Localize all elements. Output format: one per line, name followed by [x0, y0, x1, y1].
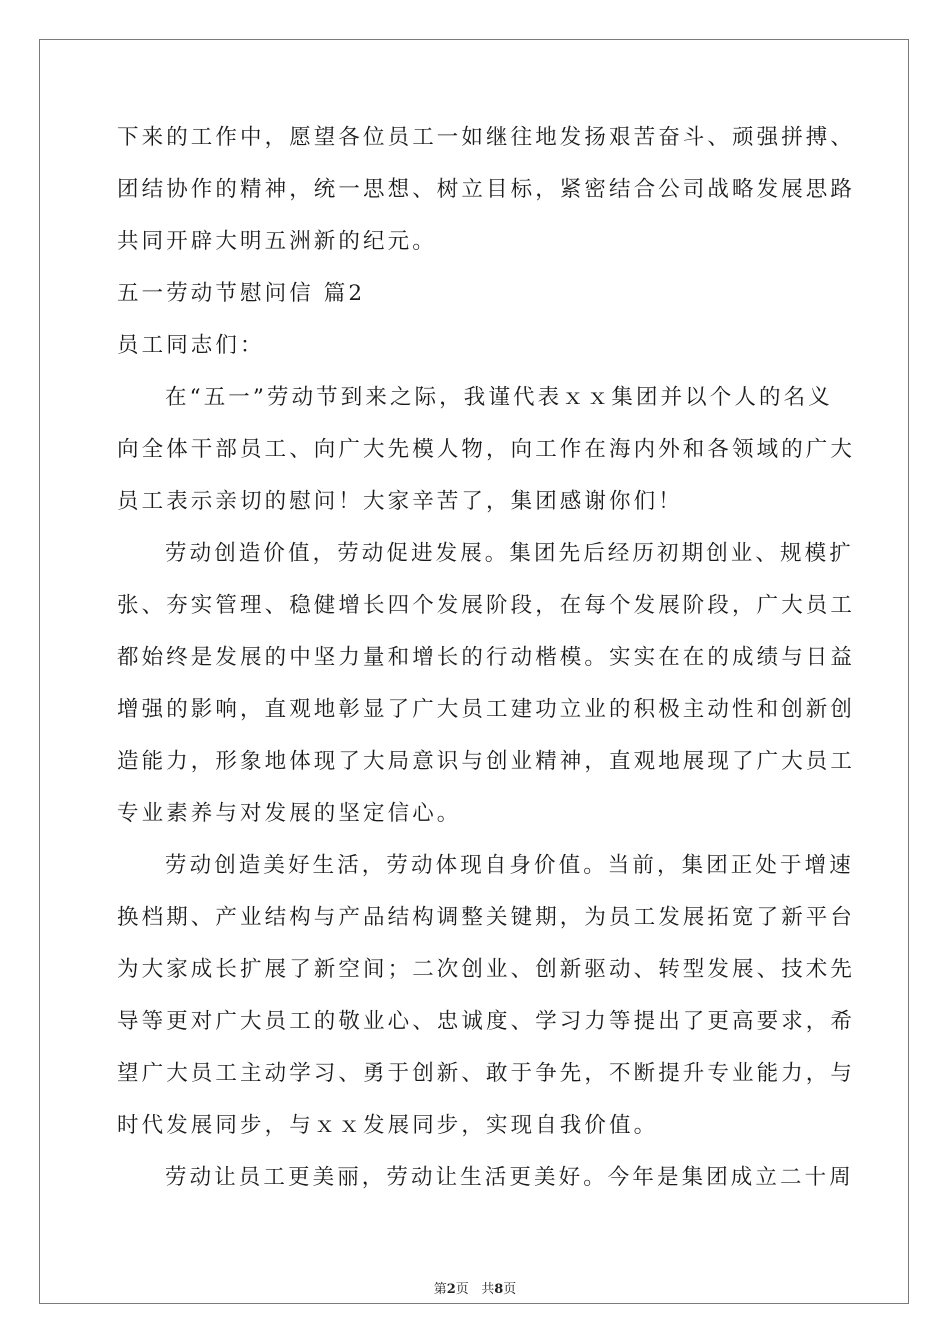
text-line: 专业素养与对发展的坚定信心。 [117, 801, 462, 826]
page-number: 2 [446, 1282, 456, 1297]
text-line: 张、夯实管理、稳健增长四个发展阶段，在每个发展阶段，广大员工 [117, 593, 856, 618]
text-line: 向全体干部员工、向广大先模人物，向工作在海内外和各领域的广大 [117, 437, 856, 462]
text-line: 团结协作的精神，统一思想、树立目标，紧密结合公司战略发展思路 [117, 177, 856, 202]
page-footer [0, 1278, 950, 1297]
total-suffix: 页 [503, 1282, 517, 1297]
text-line: 共同开辟大明五洲新的纪元。 [117, 229, 437, 254]
salutation: 员工同志们： [117, 333, 265, 358]
text-line: 员工表示亲切的慰问！大家辛苦了，集团感谢你们！ [117, 489, 683, 514]
text-line: 时代发展同步，与ｘｘ发展同步，实现自我价值。 [117, 1113, 659, 1138]
paragraph-start: 在“五一”劳动节到来之际，我谨代表ｘｘ集团并以个人的名义 [165, 385, 833, 410]
text-line: 都始终是发展的中坚力量和增长的行动楷模。实实在在的成绩与日益 [117, 645, 856, 670]
text-line: 造能力，形象地体现了大局意识与创业精神，直观地展现了广大员工 [117, 749, 856, 774]
text-line: 下来的工作中，愿望各位员工一如继往地发扬艰苦奋斗、顽强拼搏、 [117, 125, 856, 150]
section-heading: 五一劳动节慰问信 篇2 [117, 281, 366, 306]
text-line: 增强的影响，直观地彰显了广大员工建功立业的积极主动性和创新创 [117, 697, 856, 722]
paragraph-start: 劳动创造美好生活，劳动体现自身价值。当前，集团正处于增速 [165, 853, 854, 878]
text-line: 换档期、产业结构与产品结构调整关键期，为员工发展拓宽了新平台 [117, 905, 856, 930]
total-pages: 8 [494, 1282, 504, 1297]
paragraph-start: 劳动创造价值，劳动促进发展。集团先后经历初期创业、规模扩 [165, 541, 854, 566]
page-prefix: 第 [433, 1282, 447, 1297]
total-prefix: 共 [481, 1282, 495, 1297]
paragraph-start: 劳动让员工更美丽，劳动让生活更美好。今年是集团成立二十周 [165, 1165, 854, 1190]
text-line: 望广大员工主动学习、勇于创新、敢于争先，不断提升专业能力，与 [117, 1061, 856, 1086]
text-line: 为大家成长扩展了新空间；二次创业、创新驱动、转型发展、技术先 [117, 957, 856, 982]
page-suffix: 页 [455, 1282, 469, 1297]
text-line: 导等更对广大员工的敬业心、忠诚度、学习力等提出了更高要求，希 [117, 1009, 856, 1034]
